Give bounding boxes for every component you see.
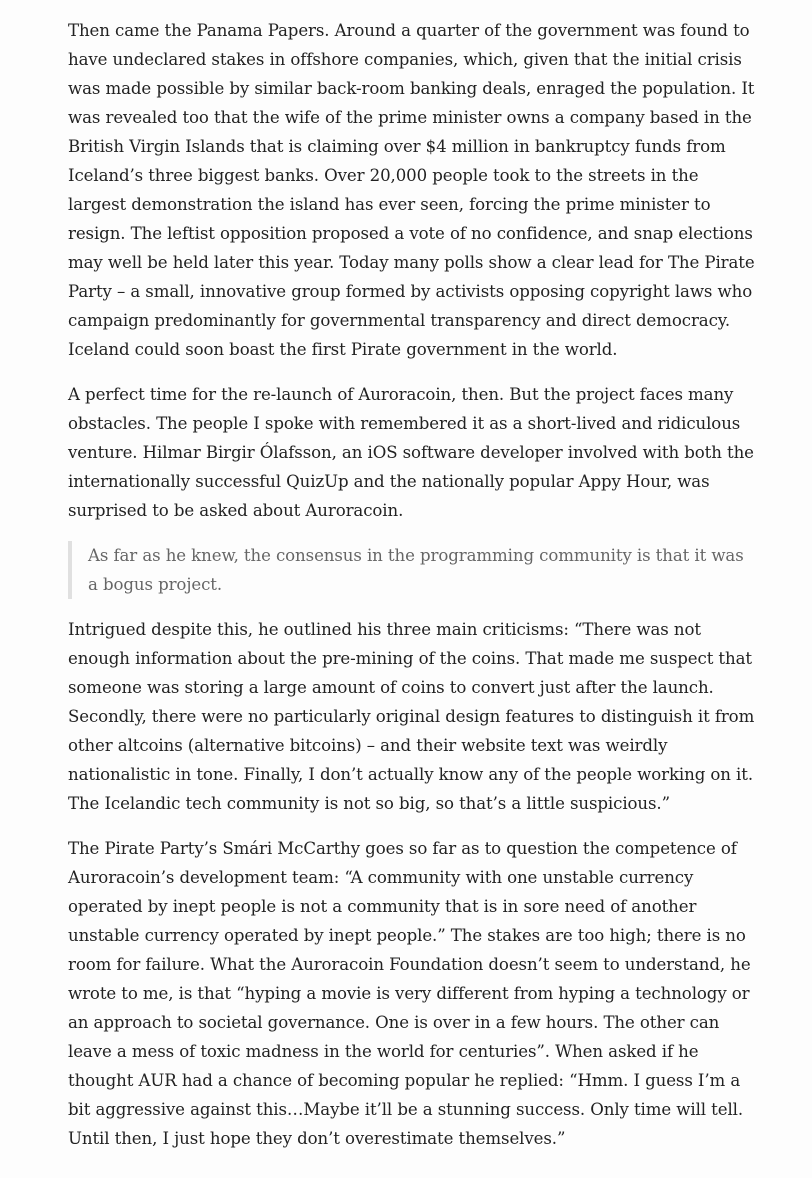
paragraph-auroracoin-relaunch: A perfect time for the re-launch of Auroracoin, then. But the project faces many obstacles. The people I spoke with remembered it as a short-lived and ridiculous venture. Hilmar Birgir Ólafsson, an iOS software developer involved with both the internationally successful QuizUp and the nationally popular Appy Hour, was surprised to be asked about Auroracoin.	[68, 385, 754, 520]
blockquote	[68, 541, 758, 599]
blockquote-text: As far as he knew, the consensus in the programming community is that it was a bogus project.	[88, 546, 744, 594]
paragraph-criticisms: Intrigued despite this, he outlined his three main criticisms: “There was not enough information about the pre-mining of the coins. That made me suspect that someone was storing a large amount of coins to convert just after the launch. Secondly, there were no particularly original design features to distinguish it from other altcoins (alternative bitcoins) – and their website text was weirdly nationalistic in tone. Finally, I don’t actually know any of the people working on it. The Icelandic tech community is not so big, so that’s a little suspicious.”	[68, 620, 755, 813]
paragraph-smari-mccarthy: The Pirate Party’s Smári McCarthy goes so far as to question the competence of Auroracoin’s development team: “A community with one unstable currency operated by inept people is not a community that is in sore need of another unstable currency operated by inept people.” The stakes are too high; there is no room for failure. What the Auroracoin Foundation doesn’t seem to understand, he wrote to me, is that “hyping a movie is very different from hyping a technology or an approach to societal governance. One is over in a few hours. The other can leave a mess of toxic madness in the world for centuries”. When asked if he thought AUR had a chance of becoming popular he replied: “Hmm. I guess I’m a bit aggressive against this…Maybe it’ll be a stunning success. Only time will tell. Until then, I just hope they don’t overestimate themselves.”	[68, 839, 751, 1148]
paragraph-panama-papers: Then came the Panama Papers. Around a quarter of the government was found to have undeclared stakes in offshore companies, which, given that the initial crisis was made possible by similar back-room banking deals, enraged the population. It was revealed too that the wife of the prime minister owns a company based in the British Virgin Islands that is claiming over $4 million in bankruptcy funds from Iceland’s three biggest banks. Over 20,000 people took to the streets in the largest demonstration the island has ever seen, forcing the prime minister to resign. The leftist opposition proposed a vote of no confidence, and snap elections may well be held later this year. Today many polls show a clear lead for The Pirate Party – a small, innovative group formed by activists opposing copyright laws who campaign predominantly for governmental transparency and direct democracy. Iceland could soon boast the first Pirate government in the world.	[68, 21, 755, 359]
article-body	[68, 16, 758, 1169]
